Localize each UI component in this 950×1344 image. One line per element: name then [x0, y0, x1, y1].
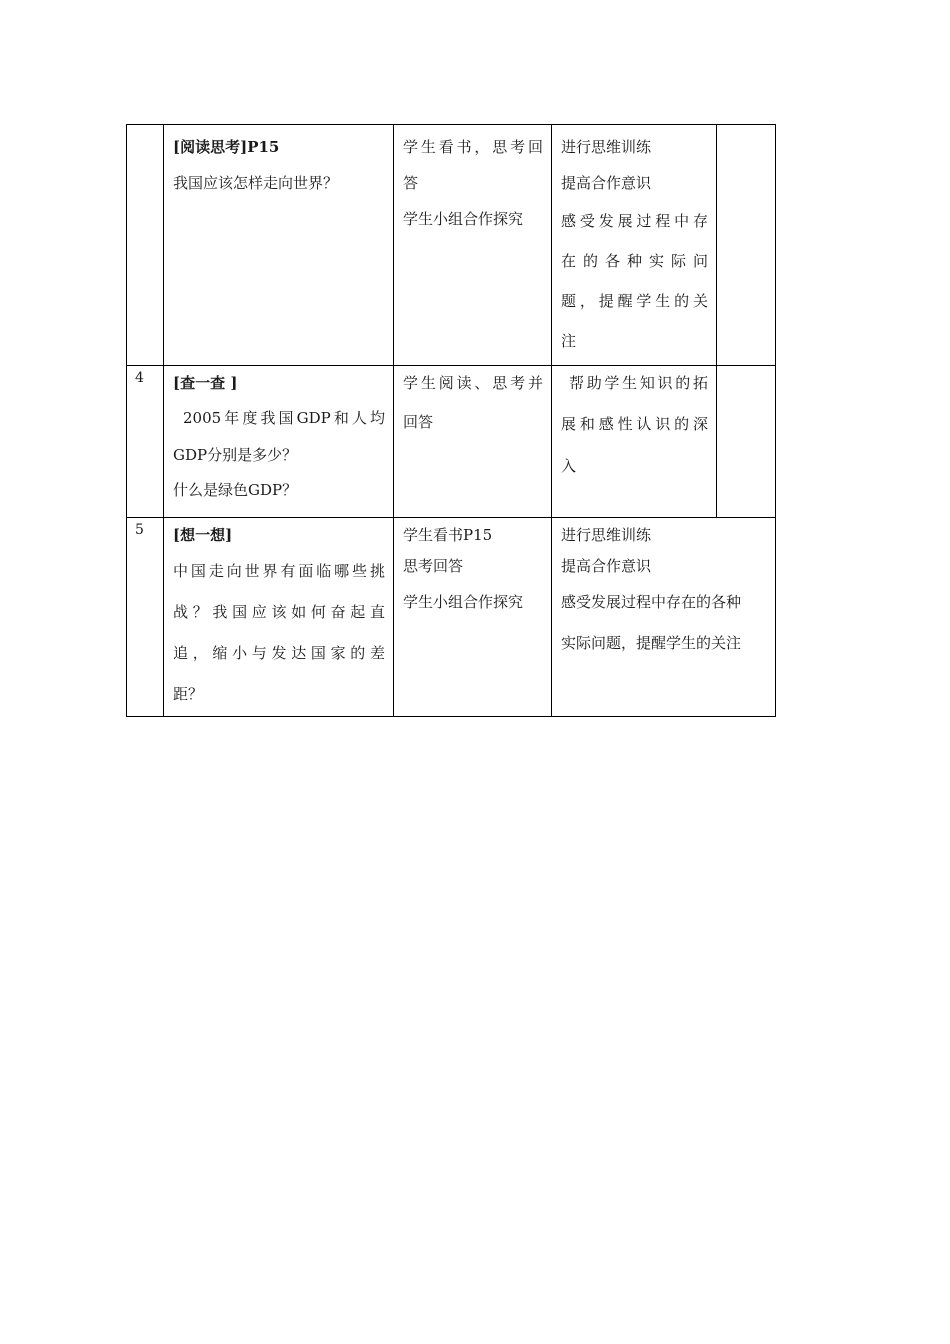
step-number-cell	[127, 125, 164, 366]
activity-cell	[164, 518, 394, 717]
student-text: 学生阅读、思考并	[403, 374, 543, 392]
activity-cell	[164, 125, 394, 366]
student-activity-cell	[394, 125, 552, 366]
notes-cell	[717, 125, 776, 366]
activity-text: 什么是绿色GDP？	[173, 481, 298, 499]
purpose-text: 感受发展过程中存在的各种	[561, 593, 742, 611]
activity-cell	[164, 366, 394, 518]
student-activity-cell	[394, 518, 552, 717]
student-text: 学生小组合作探究	[403, 593, 524, 611]
activity-text: GDP分别是多少？	[173, 446, 298, 464]
step-number: 4	[135, 370, 144, 386]
purpose-text: 提高合作意识	[561, 174, 652, 192]
student-activity-cell	[394, 366, 552, 518]
purpose-cell	[552, 125, 717, 366]
purpose-text: 注	[561, 332, 577, 350]
step-number: 5	[135, 522, 144, 538]
step-number	[127, 125, 163, 129]
activity-text: 战？我国应该如何奋起直	[173, 603, 385, 621]
student-text: 回答	[403, 413, 434, 431]
table-row	[127, 125, 776, 366]
purpose-text: 展和感性认识的深	[561, 415, 708, 433]
purpose-cell	[552, 518, 776, 717]
student-text: 学生看书P15	[403, 526, 493, 544]
activity-text: 追，缩小与发达国家的差	[173, 644, 385, 662]
student-text: 思考回答	[403, 557, 464, 575]
student-text: 学生小组合作探究	[403, 210, 524, 228]
student-text: 答	[403, 174, 419, 192]
activity-text: 距？	[173, 685, 204, 703]
activity-text: 中国走向世界有面临哪些挑	[173, 562, 385, 580]
activity-heading: [查一查 ]	[173, 374, 238, 392]
activity-text: 我国应该怎样走向世界？	[173, 174, 339, 192]
purpose-text: 感受发展过程中存	[561, 212, 708, 230]
purpose-text: 题，提醒学生的关	[561, 292, 708, 310]
lesson-plan-table	[126, 124, 776, 717]
table-row	[127, 366, 776, 518]
activity-heading: [想一想]	[173, 526, 233, 544]
activity-text: 2005年度我国GDP和人均	[183, 409, 385, 427]
purpose-text: 入	[561, 457, 577, 475]
purpose-text: 提高合作意识	[561, 557, 652, 575]
purpose-text: 进行思维训练	[561, 138, 652, 156]
step-number-cell	[127, 518, 164, 717]
step-number-cell	[127, 366, 164, 518]
student-text: 学生看书，思考回	[403, 138, 543, 156]
purpose-cell	[552, 366, 717, 518]
purpose-text: 帮助学生知识的拓	[569, 374, 708, 392]
purpose-text: 在的各种实际问	[561, 252, 708, 270]
notes-cell	[717, 366, 776, 518]
table-row	[127, 518, 776, 717]
purpose-text: 进行思维训练	[561, 526, 652, 544]
activity-heading: [阅读思考]P15	[173, 138, 280, 156]
purpose-text: 实际问题，提醒学生的关注	[561, 634, 742, 652]
